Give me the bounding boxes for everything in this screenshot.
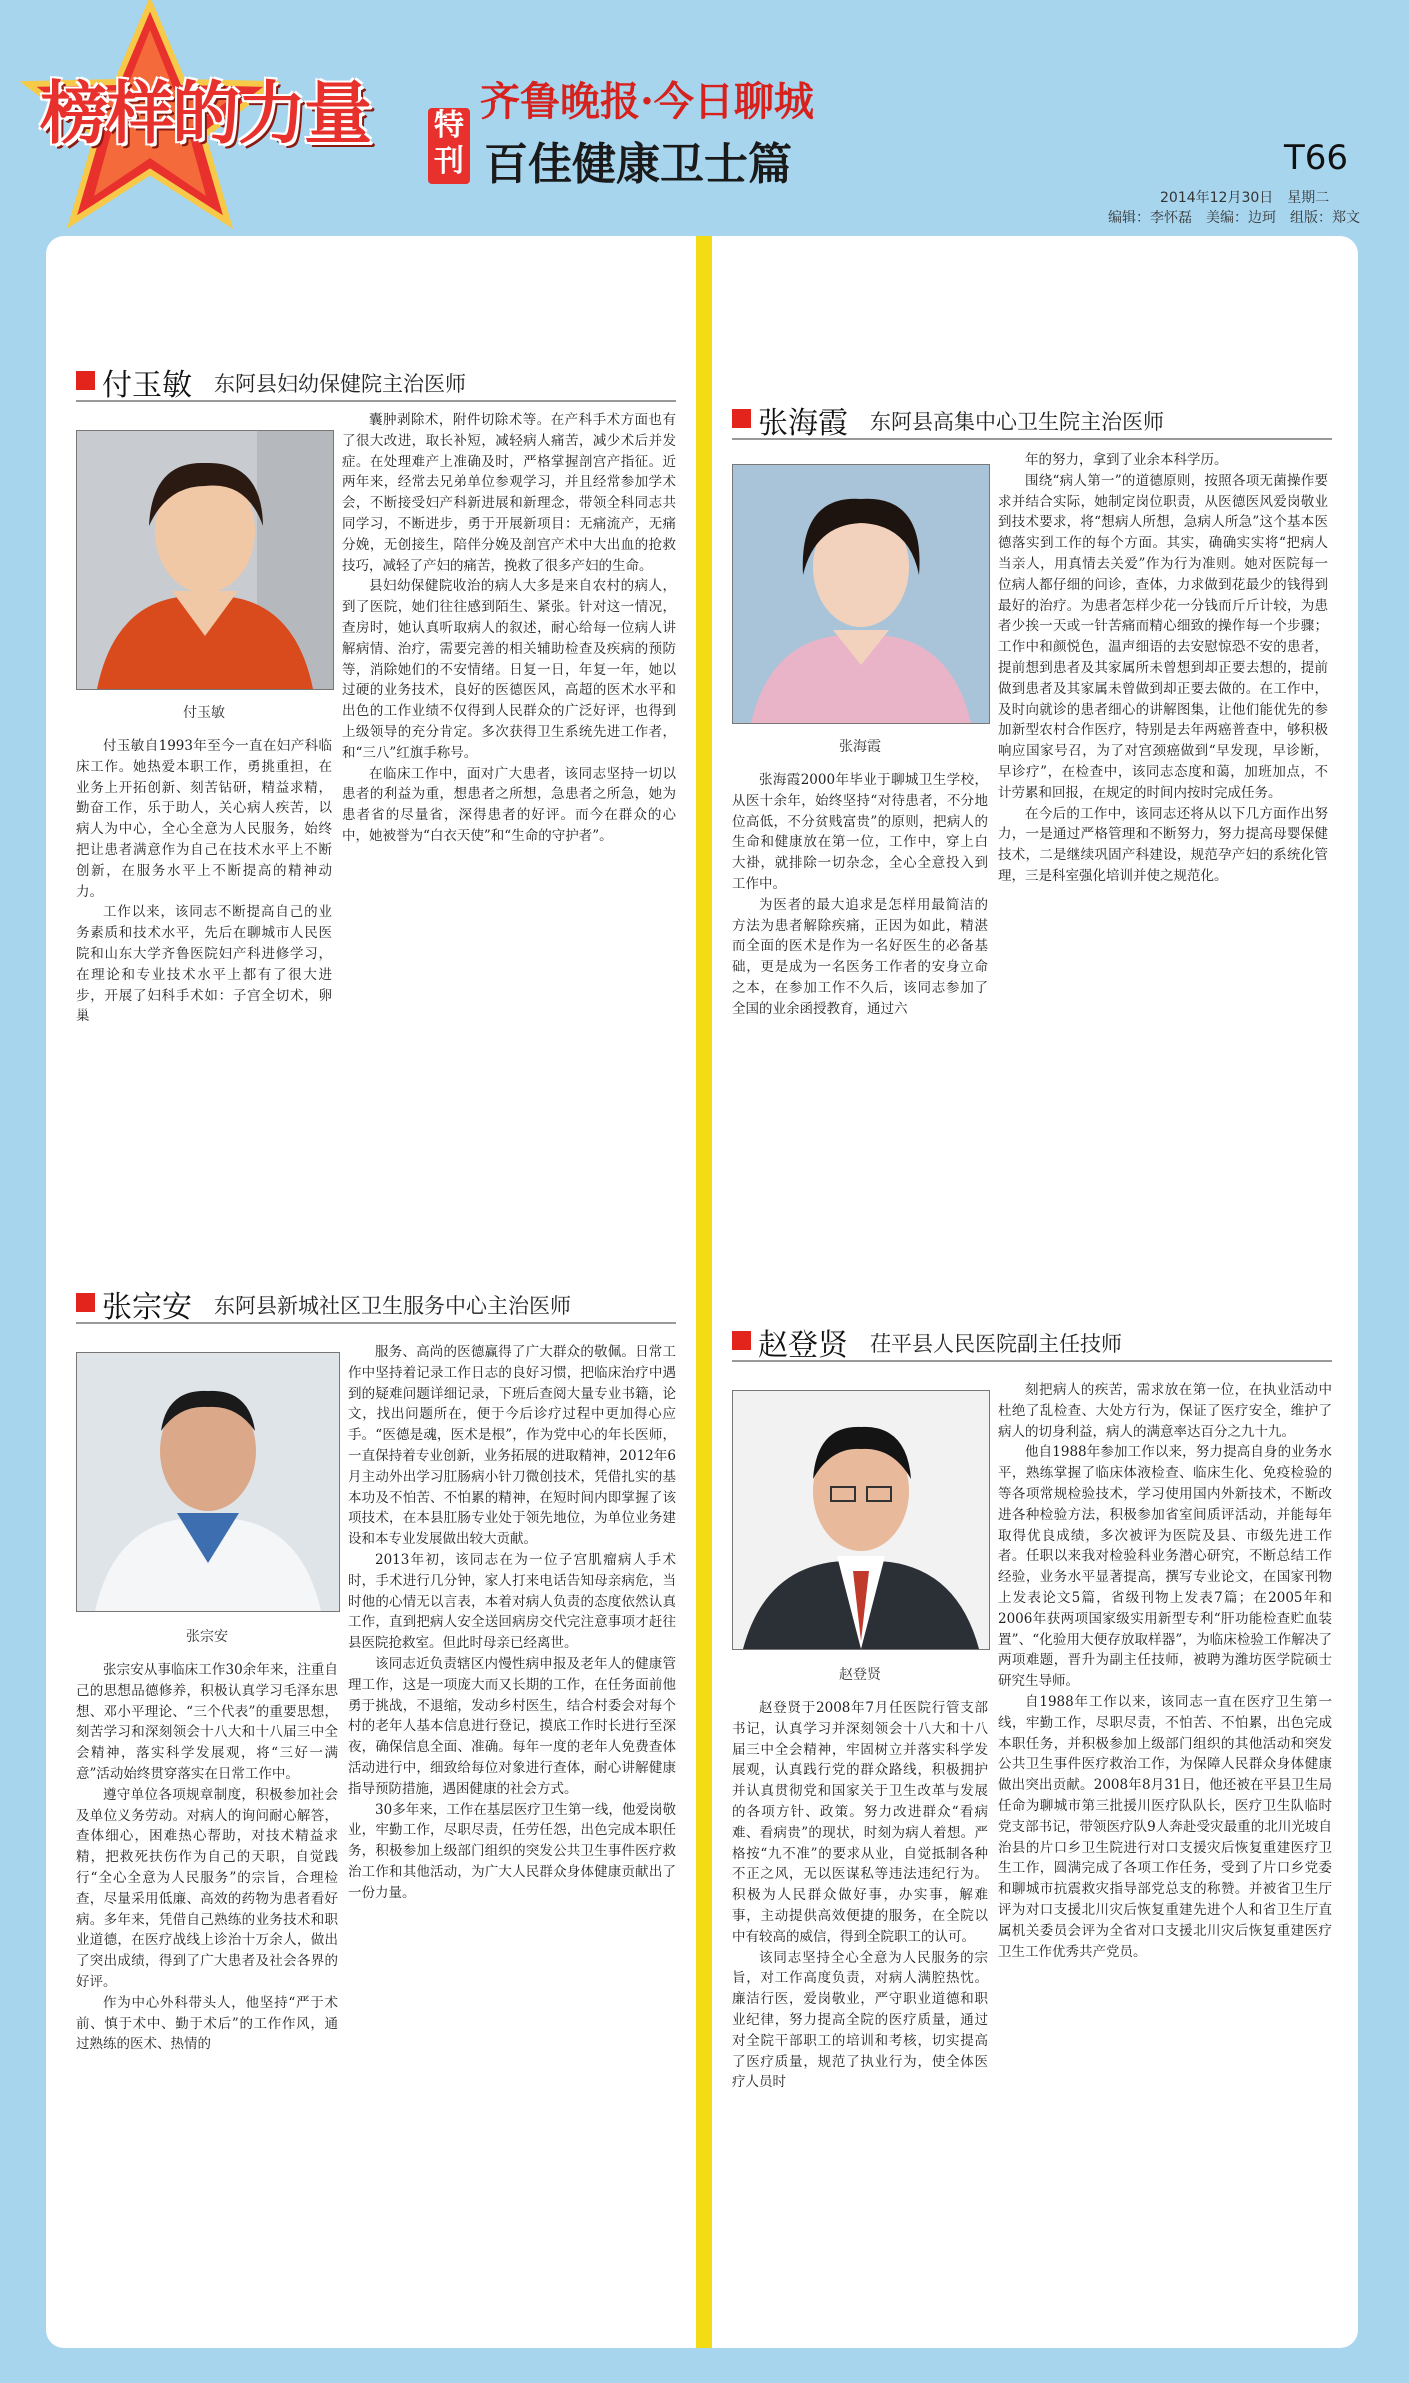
article-column-1 xyxy=(732,770,988,1170)
red-square-icon xyxy=(732,409,751,428)
article-column-2 xyxy=(998,1380,1332,2320)
profile-role: 茌平县人民医院副主任技师 xyxy=(870,1332,1122,1356)
paragraph: 该同志坚持全心全意为人民服务的宗旨，对工作高度负责，对病人满腔热忱。廉洁行医，爱岗敬业，严守职业道德和职业纪律，努力提高全院的医疗质量，通过对全院干部职工的培训和考核，切实提高了医疗质量，规范了执业行为，使全体医疗人员时 xyxy=(732,1949,988,2091)
paragraph: 张宗安从事临床工作30余年来，注重自己的思想品德修养，积极认真学习毛泽东思想、邓小平理论、“三个代表”的重要思想，刻苦学习和深刻领会十八大和十八届三中全会精神，落实科学发展观，将“三好一满意”活动始终贯穿落实在日常工作中。 xyxy=(76,1662,338,1782)
article-column-2 xyxy=(342,410,676,1170)
article-column-1 xyxy=(732,1698,988,2310)
paragraph: 在临床工作中，面对广大患者，该同志坚持一切以患者的利益为重，想患者之所想，急患者之所急，她为患者省的尽量省，深得患者的好评。而今在群众的心中，她被誉为“白衣天使”和“生命的守护者”。 xyxy=(342,765,676,844)
special-tag: 特刊 xyxy=(428,108,470,184)
section-name: 百佳健康卫士篇 xyxy=(484,139,792,190)
paragraph: 30多年来，工作在基层医疗卫生第一线，他爱岗敬业，牢勤工作，尽职尽责，任劳任怨，出色完成本职任务，积极参加上级部门组织的突发公共卫生事件医疗救治工作和其他活动，为广大人民群众身体健康贡献出了一份力量。 xyxy=(348,1801,676,1901)
profile-name: 付玉敏 xyxy=(102,368,192,403)
profile-role: 东阿县妇幼保健院主治医师 xyxy=(214,372,466,396)
paragraph: 该同志近负责辖区内慢性病申报及老年人的健康管理工作，这是一项庞大而又长期的工作，在任务面前他勇于挑战，不退缩，发动乡村医生，结合村委会对每个村的老年人基本信息进行登记，摸底工作时长进行至深夜，确保信息全面、准确。每年一度的老年人免费查体活动进行中，细致给每位对象进行查体，耐心讲解健康指导预防措施，遇困健康的社会方式。 xyxy=(348,1655,676,1797)
profile-header xyxy=(76,360,676,402)
paragraph: 自1988年工作以来，该同志一直在医疗卫生第一线，牢勤工作，尽职尽责，不怕苦、不怕累，出色完成本职任务，并积极参加上级部门组织的其他活动和突发公共卫生事件医疗救治工作，为保障人民群众身体健康做出突出贡献。2008年8月31日，他还被在平县卫生局任命为聊城市第三批援川医疗队队长，医疗卫生队临时党支部书记，带领医疗队9人奔赴受灾最重的北川光坡自治县的片口乡卫生院进行对口支援灾后恢复重建医疗卫生工作，圆满完成了各项工作任务，受到了片口乡党委和聊城市抗震救灾指导部党总支的称赞。并被省卫生厅评为对口支援北川灾后恢复重建先进个人和省卫生厅直属机关委员会评为全省对口支援北川灾后恢复重建医疗卫生工作优秀共产党员。 xyxy=(998,1693,1332,1960)
photo-caption: 付玉敏 xyxy=(183,705,225,721)
profile-header xyxy=(76,1282,676,1324)
profile-header xyxy=(732,1320,1332,1362)
issue-date: 2014年12月30日 星期二 xyxy=(1160,190,1330,206)
portrait-photo xyxy=(76,1352,340,1612)
red-square-icon xyxy=(76,1293,95,1312)
newspaper-name: 齐鲁晚报·今日聊城 xyxy=(480,78,814,125)
profile-name: 张海霞 xyxy=(758,406,848,441)
paragraph: 囊肿剥除术，附件切除术等。在产科手术方面也有了很大改进，取长补短，减轻病人痛苦，减少术后并发症。在处理难产上准确及时，严格掌握剖宫产指征。近两年来，经常去兄弟单位参观学习，并且经常参加学术会，不断接受妇产科新进展和新理念，带领全科同志共同学习，不断进步，勇于开展新项目：无痛流产，无痛分娩，无创接生，陪伴分娩及剖宫产术中大出血的抢救技巧，减轻了产妇的痛苦，挽救了很多产妇的生命。 xyxy=(342,412,676,574)
photo-caption: 张海霞 xyxy=(839,739,881,755)
paragraph: 刻把病人的疾苦，需求放在第一位，在执业活动中杜绝了乱检查、大处方行为，保证了医疗安全，维护了病人的切身利益，病人的满意率达百分之九十九。 xyxy=(998,1382,1332,1440)
portrait-photo xyxy=(732,464,990,724)
paragraph: 作为中心外科带头人，他坚持“严于术前、慎于术中、勤于术后”的工作作风，通过熟练的医术、热情的 xyxy=(76,1994,338,2053)
special-issue-title: 榜样的力量 xyxy=(40,74,371,154)
photo-caption: 赵登贤 xyxy=(839,1667,881,1683)
article-column-1 xyxy=(76,736,332,1156)
profile-role: 东阿县新城社区卫生服务中心主治医师 xyxy=(214,1294,571,1318)
paragraph: 年的努力，拿到了业余本科学历。 xyxy=(1025,452,1228,468)
profile-name: 赵登贤 xyxy=(758,1328,848,1363)
paragraph: 遵守单位各项规章制度，积极参加社会及单位义务劳动。对病人的询问耐心解答，查体细心，困难热心帮助，对技术精益求精，把救死扶伤作为自己的天职，自觉践行“全心全意为人民服务”的宗旨，合理检查，尽量采用低廉、高效的药物为患者看好病。多年来，凭借自己熟练的业务技术和职业道德，在医疗战线上诊治十万余人，做出了突出成绩，得到了广大患者及社会各界的好评。 xyxy=(76,1786,338,1990)
article-column-2 xyxy=(348,1342,676,2312)
profile-name: 张宗安 xyxy=(102,1290,192,1325)
portrait-photo xyxy=(76,430,334,690)
content-panel xyxy=(46,236,1358,2348)
paragraph: 2013年初，该同志在为一位子宫肌瘤病人手术时，手术进行几分钟，家人打来电话告知母亲病危，当时他的心情无以言表，本着对病人负责的态度依然认真工作，直到把病人安全送回病房交代完注意事项才赶往县医院抢救室。但此时母亲已经离世。 xyxy=(348,1551,676,1652)
paragraph: 工作以来，该同志不断提高自己的业务素质和技术水平，先后在聊城市人民医院和山东大学齐鲁医院妇产科进修学习，在理论和专业技术水平上都有了很大进步，开展了妇科手术如：子宫全切术，卵巢 xyxy=(76,904,332,1025)
paragraph: 围绕“病人第一”的道德原则，按照各项无菌操作要求并结合实际，她制定岗位职责，从医德医风爱岗敬业到技术要求，将“想病人所想，急病人所急”这个基本医德落实到工作的每个方面。其实，确确实实将“把病人当亲人，用真情去关爱”作为行为准则。她对医院每一位病人都仔细的问诊，查体，力求做到花最少的钱得到最好的治疗。为患者怎样少花一分钱而斤斤计较，为患者少挨一天或一针苦痛而精心细致的操作每一个步骤；工作中和颜悦色，温声细语的去安慰惊恐不安的患者，提前想到患者及其家属所未曾想到却正要去想的，提前做到患者及其家属未曾做到却正要去做的。在工作中，及时向就诊的患者细心的讲解图集，让他们能优先的参加新型农村合作医疗，特别是去年两癌普查中，够积极响应国家号召，为了对宫颈癌做到“早发现，早诊断，早诊疗”，在检查中，该同志态度和蔼，加班加点，不计劳累和回报，在规定的时间内按时完成任务。 xyxy=(998,472,1328,801)
article-column-2 xyxy=(998,450,1328,1170)
photo-caption: 张宗安 xyxy=(186,1629,228,1645)
paragraph: 付玉敏自1993年至今一直在妇产科临床工作。她热爱本职工作，勇挑重担，在业务上开拓创新、刻苦钻研，精益求精，勤奋工作，乐于助人，关心病人疾苦，以病人为中心，全心全意为人民服务，始终把让患者满意作为自己在技术水平上不断创新，在服务水平上不断提高的精神动力。 xyxy=(76,738,332,900)
paragraph: 赵登贤于2008年7月任医院行管支部书记，认真学习并深刻领会十八大和十八届三中全会精神，牢固树立并落实科学发展观，认真践行党的群众路线，积极拥护并认真贯彻党和国家关于卫生改革与发展的各项方针、政策。努力改进群众“看病难、看病贵”的现状，时刻为病人着想。严格按“九不准”的要求从业，自觉抵制各种不正之风，无以医谋私等违法违纪行为。积极为人民群众做好事，办实事，解难事，主动提供高效便捷的服务，在全院以中有较高的威信，得到全院职工的认可。 xyxy=(732,1700,988,1945)
red-square-icon xyxy=(732,1331,751,1350)
profile-role: 东阿县高集中心卫生院主治医师 xyxy=(870,410,1164,434)
article-column-1 xyxy=(76,1660,338,2310)
center-divider xyxy=(696,236,712,2348)
paragraph: 他自1988年参加工作以来，努力提高自身的业务水平，熟练掌握了临床体液检查、临床生化、免疫检验的等各项常规检验技术，学习使用国内外新技术，不断改进各种检验方法，积极参加省室间质评活动，并能每年取得优良成绩，多次被评为医院及县、市级先进工作者。任职以来我对检验科业务潜心研究，不断总结工作经验，业务水平显著提高，撰写专业论文，在国家刊物上发表论文5篇，省级刊物上发表7篇；在2005年和2006年获两项国家级实用新型专利“肝功能检查贮血装置”、“化验用大便存放取样器”，为临床检验工作解决了两项难题，晋升为副主任技师，被聘为潍坊医学院硕士研究生导师。 xyxy=(998,1444,1332,1690)
red-square-icon xyxy=(76,371,95,390)
profile-header xyxy=(732,398,1332,440)
masthead xyxy=(0,0,1409,240)
paragraph: 为医者的最大追求是怎样用最简洁的方法为患者解除疾痛，正因为如此，精湛而全面的医术是作为一名好医生的必备基础，更是成为一名医务工作者的安身立命之本，在参加工作不久后，该同志参加了全国的业余函授教育，通过六 xyxy=(732,896,988,1017)
editor-credits: 编辑：李怀磊 美编：边珂 组版：郑文 xyxy=(1108,210,1360,226)
paragraph: 张海霞2000年毕业于聊城卫生学校，从医十余年，始终坚持“对待患者，不分地位高低，不分贫贱富贵”的原则，把病人的生命和健康放在第一位，工作中，穿上白大褂，就排除一切杂念，全心全意投入到工作中。 xyxy=(732,772,988,892)
paragraph: 县妇幼保健院收治的病人大多是来自农村的病人，到了医院，她们往往感到陌生、紧张。针对这一情况，查房时，她认真听取病人的叙述，耐心给每一位病人讲解病情、治疗，需要完善的相关辅助检查及疾病的预防等，消除她们的不安情绪。日复一日，年复一年，她以过硬的业务技术，良好的医德医风，高超的医术水平和出色的工作业绩不仅得到人民群众的广泛好评，也得到上级领导的充分肯定。多次获得卫生系统先进工作者，和“三八”红旗手称号。 xyxy=(342,578,676,761)
paragraph: 在今后的工作中，该同志还将从以下几方面作出努力，一是通过严格管理和不断努力，努力提高母婴保健技术，二是继续巩固产科建设，规范孕产妇的系统化管理，三是科室强化培训并使之规范化。 xyxy=(998,805,1328,884)
page-number: T66 xyxy=(1284,138,1349,178)
paragraph: 服务、高尚的医德赢得了广大群众的敬佩。日常工作中坚持着记录工作日志的良好习惯，把临床治疗中遇到的疑难问题详细记录，下班后查阅大量专业书籍，论文，找出问题所在，便于今后诊疗过程中更加得心应手。“医德是魂，医术是根”，作为党中心的年长医师，一直保持着专业创新，业务拓展的进取精神，2012年6月主动外出学习肛肠病小针刀微创技术，凭借扎实的基本功及不怕苦、不怕累的精神，在短时间内即掌握了该项技术，在本县肛肠专业处于领先地位，为单位业务建设和本专业发展做出较大贡献。 xyxy=(348,1344,676,1548)
portrait-photo xyxy=(732,1390,990,1650)
